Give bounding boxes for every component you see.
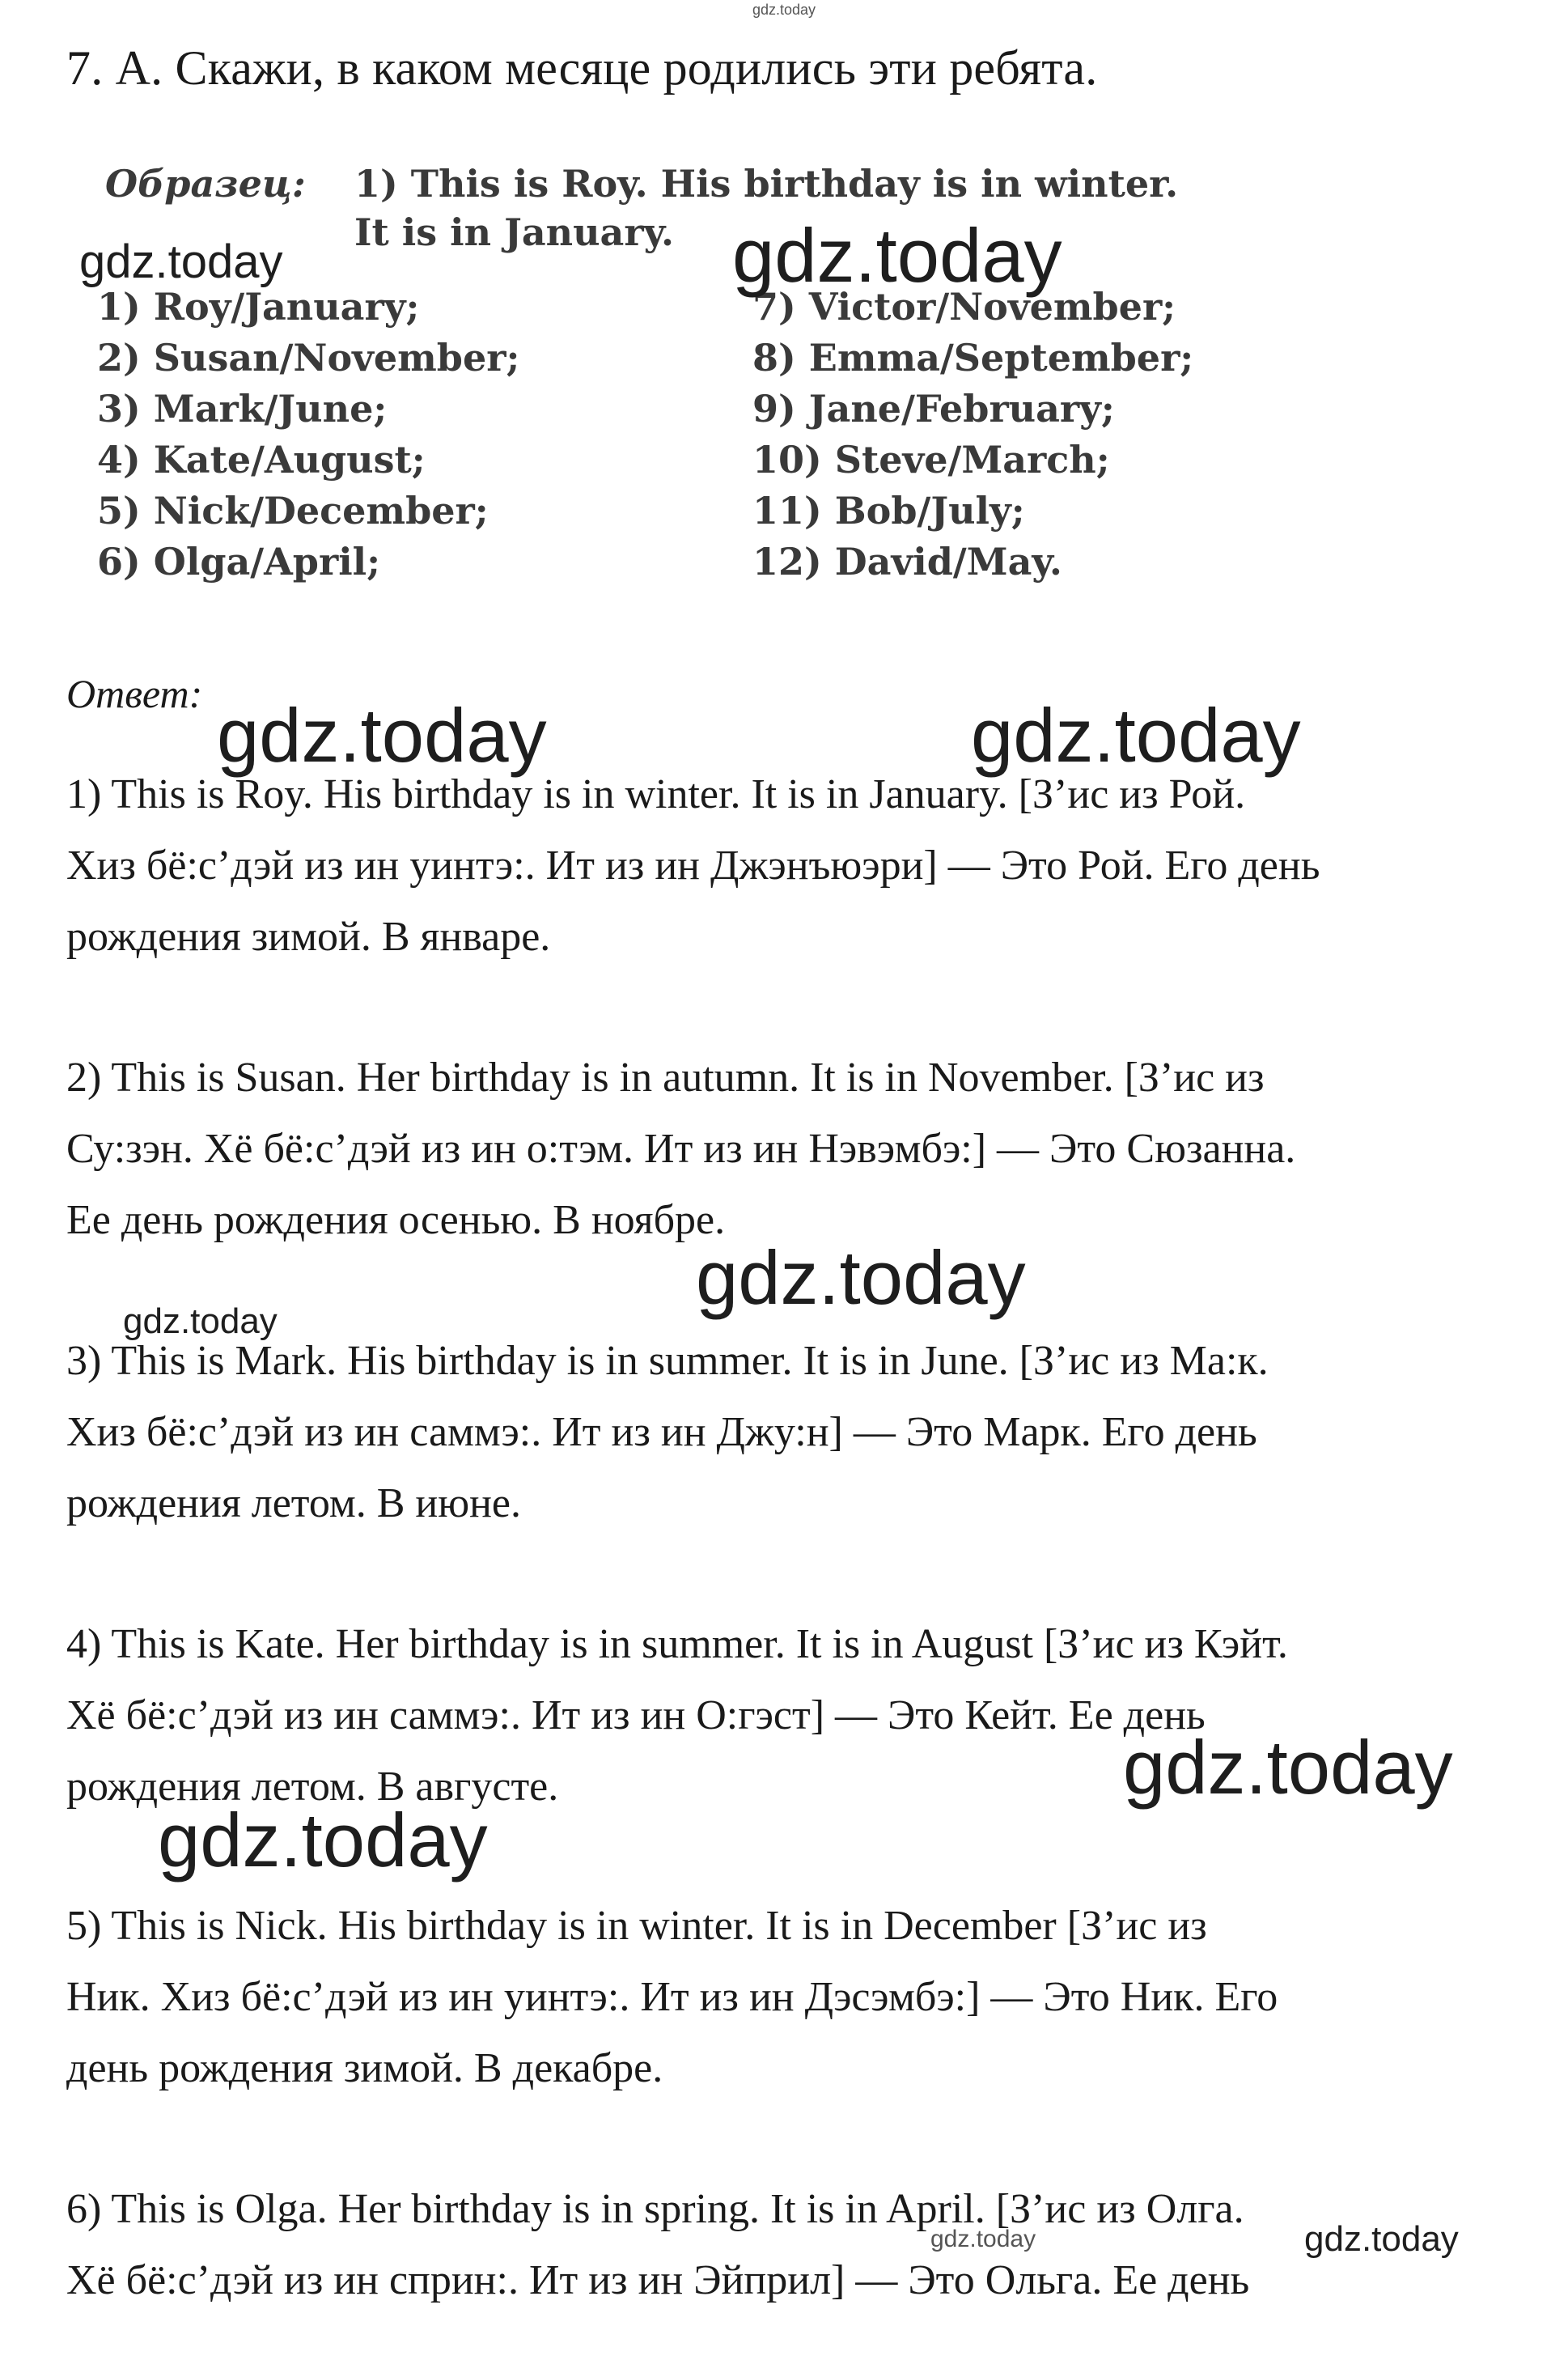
sample-item: 6) Olga/April; xyxy=(97,540,381,584)
answer-line: 4) This is Kate. Her birthday is in summer. It is in August [З’ис из Кэйт. xyxy=(66,1621,1288,1667)
answer-paragraph xyxy=(66,759,1523,973)
sample-item: 2) Susan/November; xyxy=(97,336,520,380)
answer-line: 2) This is Susan. Her birthday is in autumn. It is in November. [З’ис из xyxy=(66,1055,1265,1101)
watermark: gdz.today xyxy=(696,1235,1026,1320)
answer-paragraph xyxy=(66,1326,1523,1539)
answer-line: 5) This is Nick. His birthday is in winter. It is in December [З’ис из xyxy=(66,1903,1207,1949)
watermark: gdz.today xyxy=(123,1301,278,1341)
sample-item: 12) David/May. xyxy=(752,540,1062,584)
sample-item: 11) Bob/July; xyxy=(752,489,1025,533)
top-watermark: gdz.today xyxy=(752,2,816,18)
answer-line: рождения зимой. В январе. xyxy=(66,914,551,960)
sample-item: 7) Victor/November; xyxy=(752,285,1176,329)
sample-item: 9) Jane/February; xyxy=(752,387,1115,431)
answer-line: Хиз бё:с’дэй из ин саммэ:. Ит из ин Джу:н] — Это Марк. Его день xyxy=(66,1409,1257,1455)
answer-label: Ответ: xyxy=(66,671,203,716)
watermark: gdz.today xyxy=(158,1798,488,1882)
watermark: gdz.today xyxy=(79,236,283,288)
sample-item: 4) Kate/August; xyxy=(97,438,426,482)
answer-line: день рождения зимой. В декабре. xyxy=(66,2045,663,2091)
answer-line: рождения летом. В июне. xyxy=(66,1480,521,1526)
answer-line: Хё бё:с’дэй из ин сприн:. Ит из ин Эйприл] — Это Ольга. Ее день xyxy=(66,2257,1250,2303)
watermark: gdz.today xyxy=(971,693,1301,778)
answer-line: 6) This is Olga. Her birthday is in spring. It is in April. [З’ис из Олга. xyxy=(66,2186,1244,2232)
answer-line: Ее день рождения осенью. В ноябре. xyxy=(66,1197,726,1243)
watermark: gdz.today xyxy=(217,693,547,778)
answer-line: рождения летом. В августе. xyxy=(66,1764,559,1810)
sample-excerpt xyxy=(97,162,1359,599)
watermark: gdz.today xyxy=(732,213,1062,298)
answer-line: 1) This is Roy. His birthday is in winter. It is in January. [З’ис из Рой. xyxy=(66,771,1246,817)
sample-item: 3) Mark/June; xyxy=(97,387,388,431)
sample-left-column xyxy=(97,282,519,588)
answer-paragraph xyxy=(66,1891,1523,2104)
answer-line: Хиз бё:с’дэй из ин уинтэ:. Ит из ин Джэнъюэри] — Это Рой. Его день xyxy=(66,843,1320,889)
sample-line-1: 1) This is Roy. His birthday is in winter. xyxy=(354,162,1179,206)
sample-item: 5) Nick/December; xyxy=(97,489,489,533)
sample-right-column xyxy=(752,282,1193,588)
watermark: gdz.today xyxy=(1304,2219,1459,2259)
sample-line-2: It is in January. xyxy=(354,210,675,254)
sample-item: 10) Steve/March; xyxy=(752,438,1110,482)
answer-line: Су:зэн. Хё бё:с’дэй из ин о:тэм. Ит из ин Нэвэмбэ:] — Это Сюзанна. xyxy=(66,1126,1296,1172)
answer-line: Хё бё:с’дэй из ин саммэ:. Ит из ин О:гэст] — Это Кейт. Ее день xyxy=(66,1692,1206,1738)
answer-paragraph xyxy=(66,1042,1523,1256)
answer-line: Ник. Хиз бё:с’дэй из ин уинтэ:. Ит из ин Дэсэмбэ:] — Это Ник. Его xyxy=(66,1974,1278,2020)
sample-label: Образец: xyxy=(105,162,306,206)
sample-item: 8) Emma/September; xyxy=(752,336,1194,380)
answer-line: 3) This is Mark. His birthday is in summer. It is in June. [З’ис из Ма:к. xyxy=(66,1338,1269,1384)
sample-item: 1) Roy/January; xyxy=(97,285,420,329)
watermark: gdz.today xyxy=(1123,1725,1453,1810)
watermark: gdz.today xyxy=(930,2226,1036,2252)
task-title: 7. А. Скажи, в каком месяце родились эти ребята. xyxy=(66,41,1098,95)
